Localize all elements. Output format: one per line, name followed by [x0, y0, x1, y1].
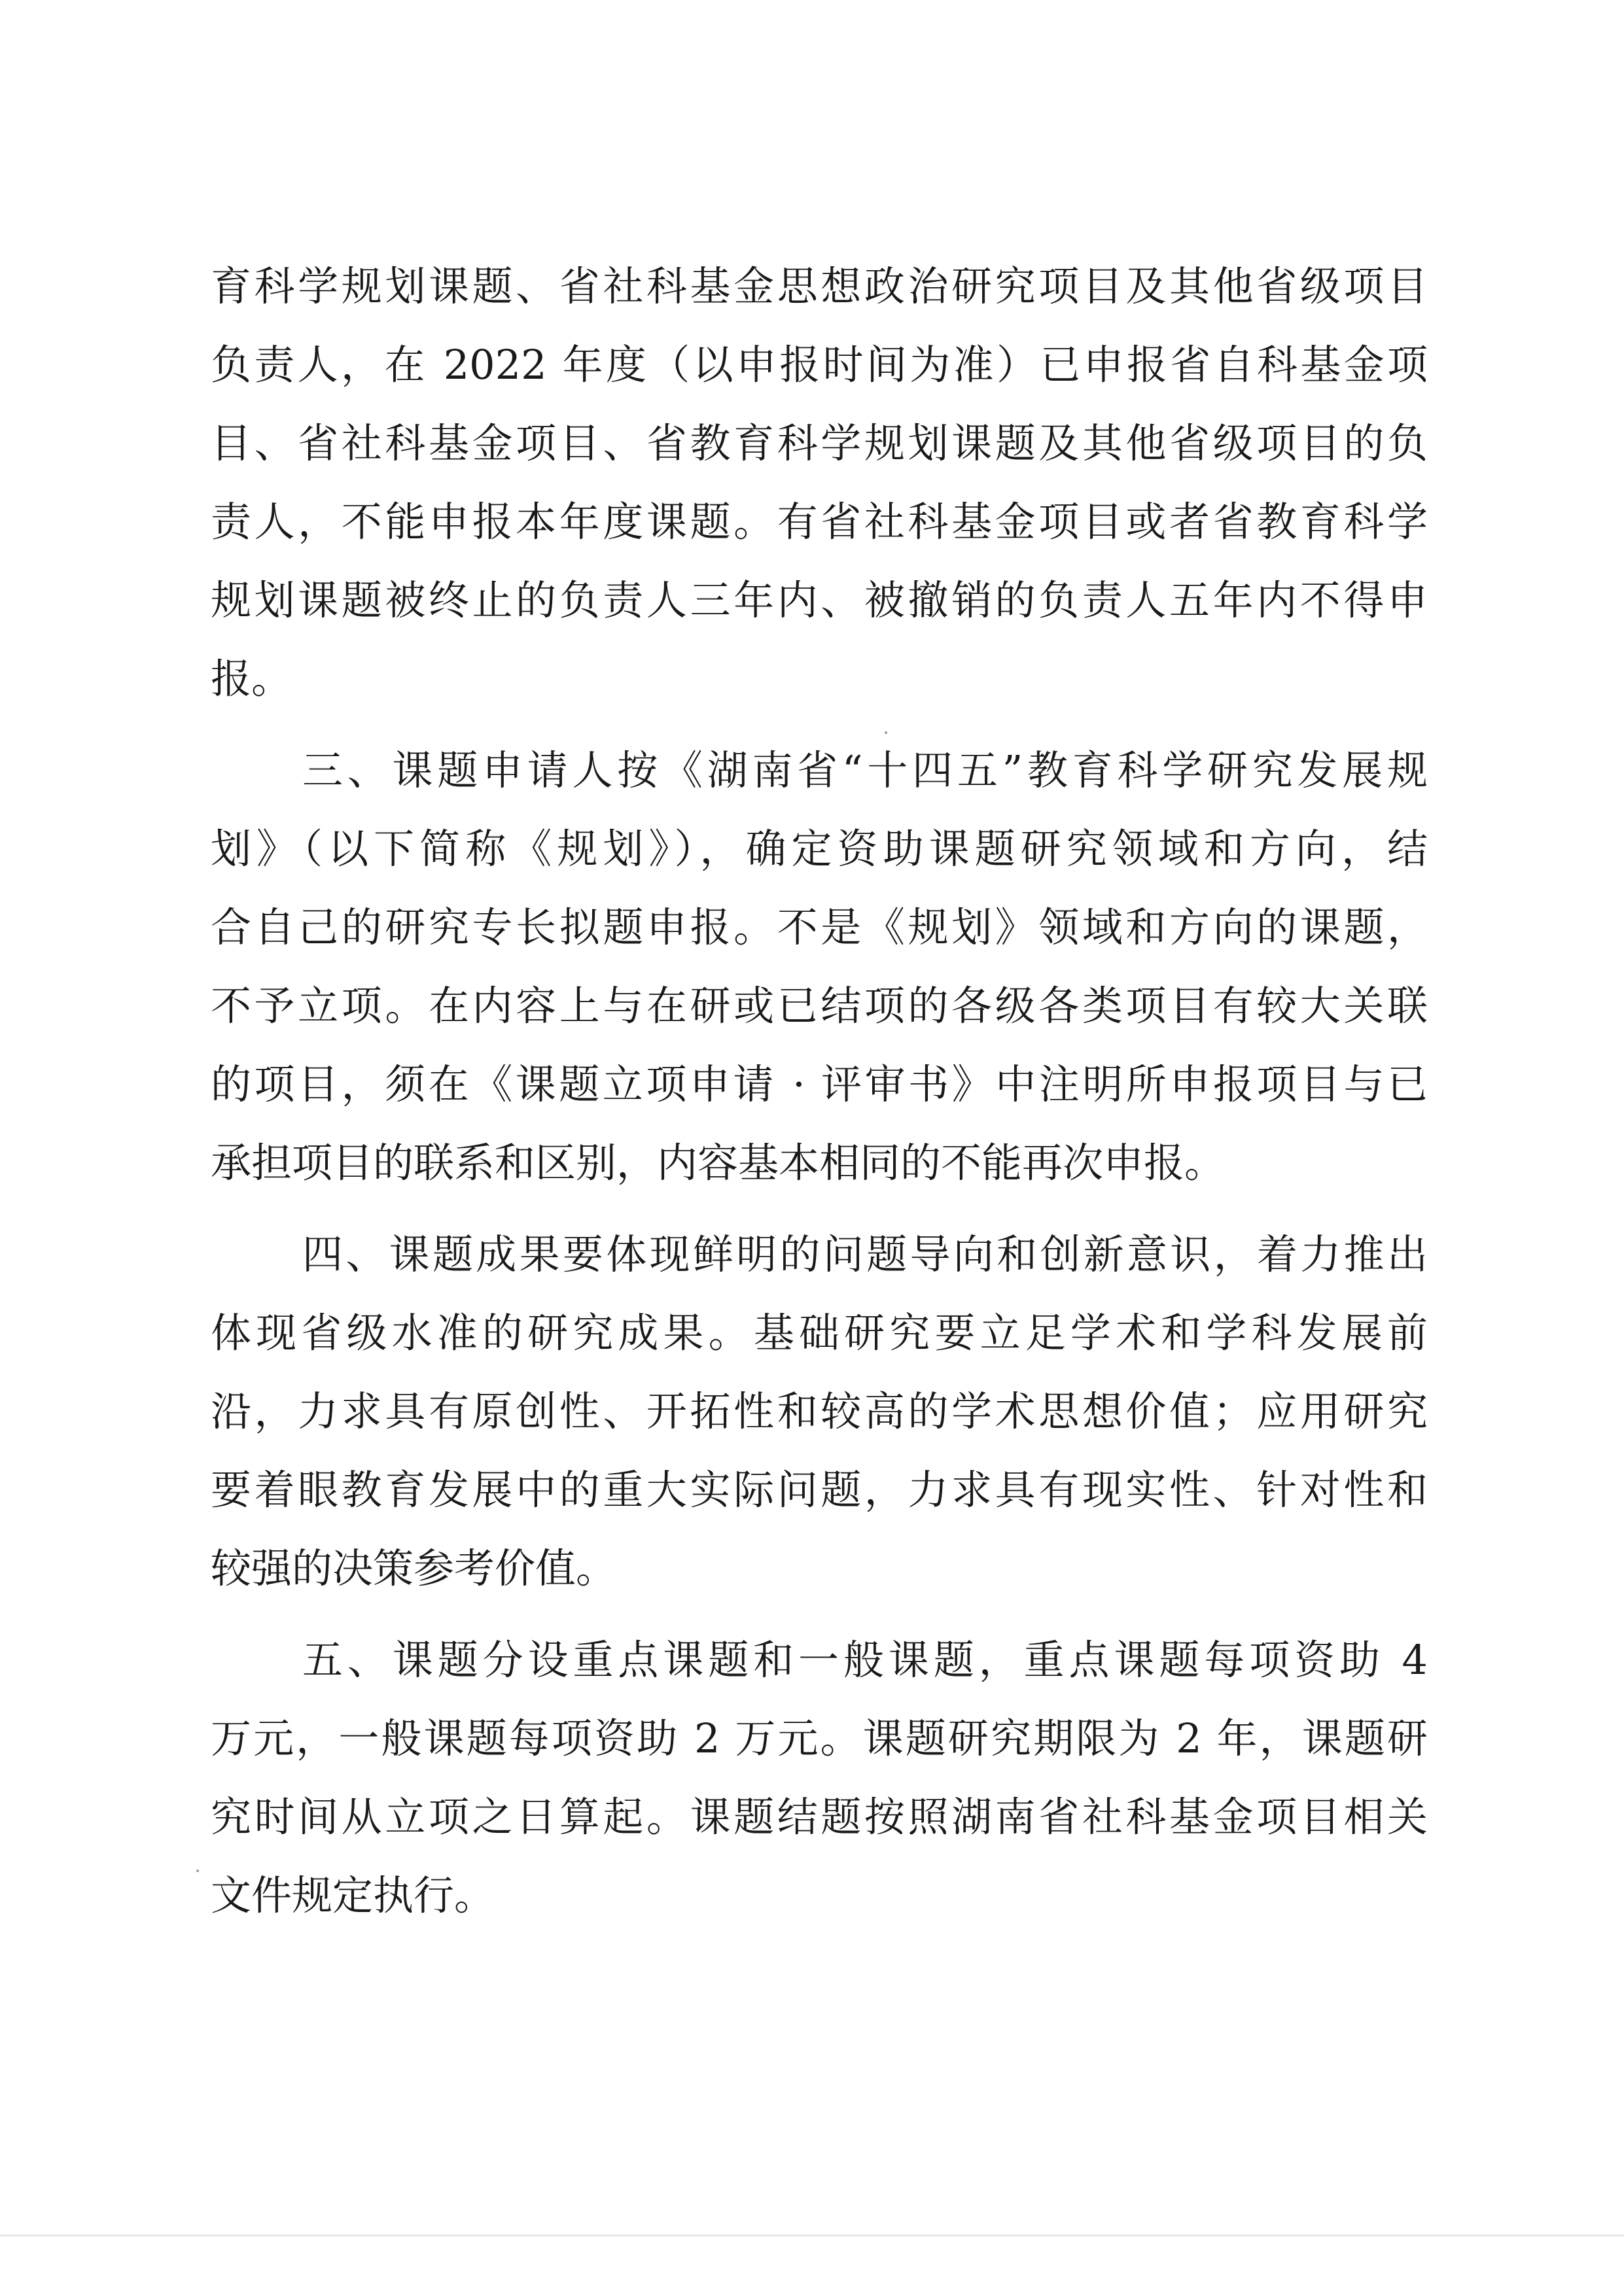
paragraph-line: 合自己的研究专长拟题申报。不是《规划》领域和方向的课题， [211, 903, 1428, 951]
scan-speck [196, 1870, 199, 1872]
paragraph-line: 五、课题分设重点课题和一般课题，重点课题每项资助 4 [302, 1636, 1428, 1684]
paragraph-line: 目、省社科基金项目、省教育科学规划课题及其他省级项目的负 [211, 419, 1428, 467]
paragraph-line: 四、课题成果要体现鲜明的问题导向和创新意识，着力推出 [302, 1230, 1428, 1278]
paragraph-line: 万元，一般课题每项资助 2 万元。课题研究期限为 2 年，课题研 [211, 1714, 1428, 1762]
scan-speck [885, 731, 887, 734]
paragraph-line: 责人，不能申报本年度课题。有省社科基金项目或者省教育科学 [211, 498, 1428, 546]
paragraph-line: 负责人，在 2022 年度（以申报时间为准）已申报省自科基金项 [211, 341, 1428, 389]
paragraph-line: 报。 [211, 655, 292, 703]
paragraph-line: 较强的决策参考价值。 [211, 1544, 617, 1592]
paragraph-line: 要着眼教育发展中的重大实际问题，力求具有现实性、针对性和 [211, 1466, 1428, 1514]
paragraph-line: 划》（以下简称《规划》），确定资助课题研究领域和方向，结 [211, 825, 1428, 873]
paragraph-line: 的项目，须在《课题立项申请 · 评审书》中注明所申报项目与已 [211, 1060, 1428, 1108]
paragraph-line: 三、课题申请人按《湖南省“十四五”教育科学研究发展规 [302, 746, 1428, 794]
paragraph-line: 体现省级水准的研究成果。基础研究要立足学术和学科发展前 [211, 1309, 1428, 1357]
paragraph-line: 不予立项。在内容上与在研或已结项的各级各类项目有较大关联 [211, 982, 1428, 1030]
paragraph-line: 究时间从立项之日算起。课题结题按照湖南省社科基金项目相关 [211, 1793, 1428, 1841]
paragraph-line: 规划课题被终止的负责人三年内、被撤销的负责人五年内不得申 [211, 576, 1428, 624]
paragraph-line: 沿，力求具有原创性、开拓性和较高的学术思想价值；应用研究 [211, 1387, 1428, 1435]
paragraph-line: 育科学规划课题、省社科基金思想政治研究项目及其他省级项目 [211, 262, 1428, 310]
scan-edge-line [0, 2235, 1624, 2236]
paragraph-line: 文件规定执行。 [211, 1871, 495, 1919]
paragraph-line: 承担项目的联系和区别，内容基本相同的不能再次申报。 [211, 1139, 1226, 1187]
